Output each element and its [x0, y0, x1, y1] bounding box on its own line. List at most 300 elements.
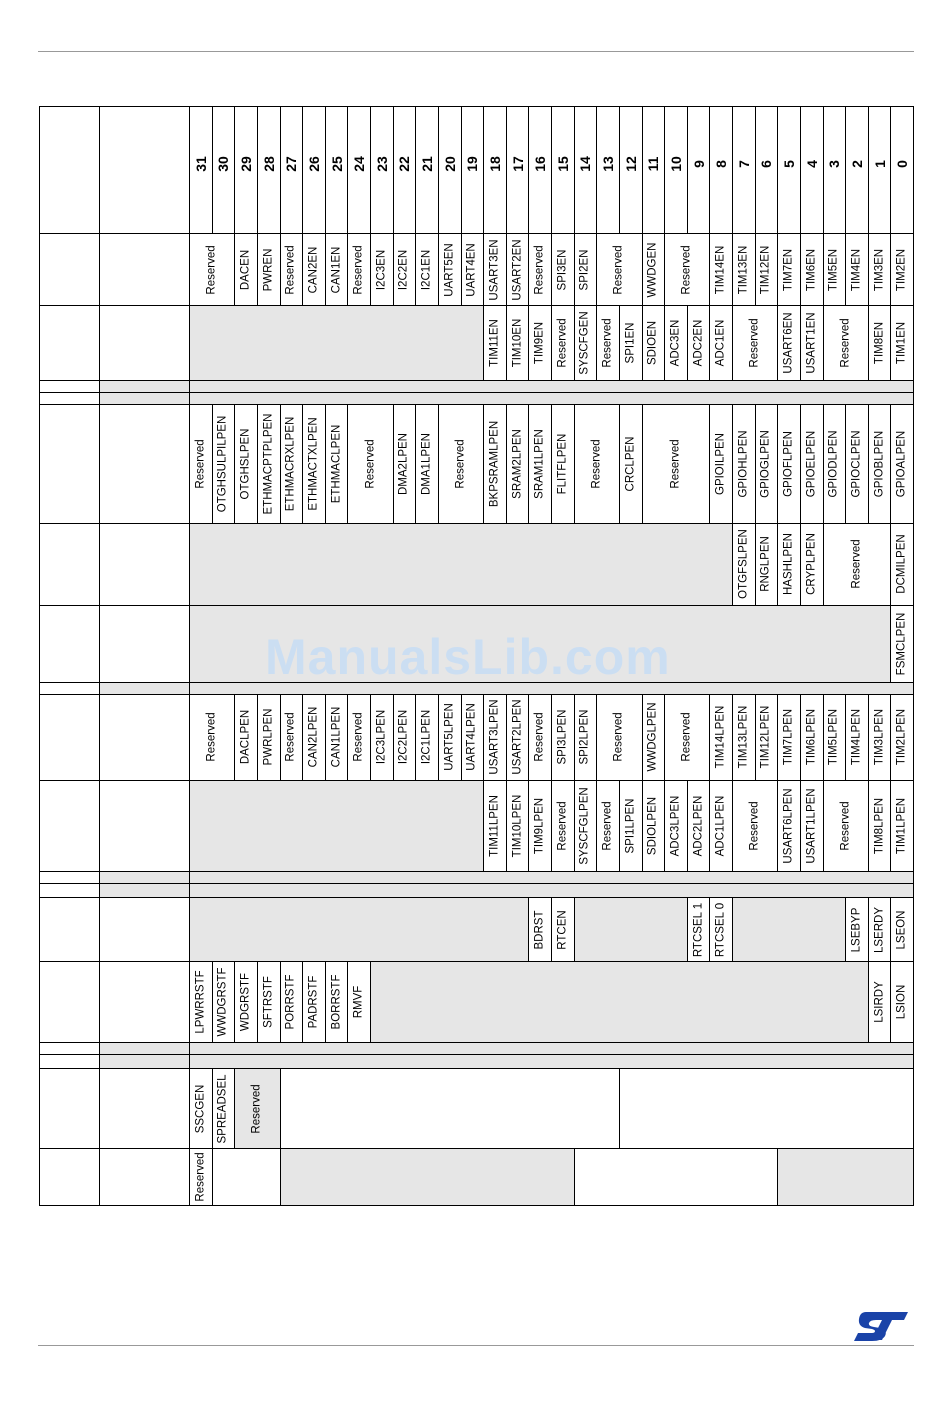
bit-field-label: CRCLPEN	[623, 436, 636, 492]
bit-field-label: Reserved	[590, 439, 602, 489]
bit-field-label: GPIOHLPEN	[737, 430, 750, 498]
bit-field-label: TIM9LPEN	[533, 797, 546, 855]
bit-field	[212, 1068, 235, 1149]
bit-field	[687, 897, 710, 961]
bit-number-label: 9	[690, 159, 707, 168]
offset-cell	[40, 1149, 100, 1206]
bit-field-label: ETHMACPTPLPEN	[261, 413, 274, 515]
bit-field	[529, 781, 552, 872]
bit-number	[506, 107, 529, 234]
bit-field-label: SPI2EN	[578, 249, 591, 290]
bit-field-label: CAN1EN	[329, 246, 342, 293]
offset-cell	[40, 1054, 100, 1068]
register-name-cell	[100, 871, 190, 883]
bit-field	[642, 233, 665, 305]
bit-field	[778, 781, 801, 872]
bit-field-label: LSERDY	[872, 906, 885, 953]
bit-field-label: BDRST	[533, 910, 546, 950]
bit-field-label: ADC1LPEN	[714, 795, 727, 857]
bit-field-label: Reserved	[205, 244, 218, 295]
bit-field-label: TIM6EN	[804, 248, 817, 291]
bit-field	[710, 897, 733, 961]
bit-field-label: I2C3EN	[375, 249, 388, 290]
bit-field-label: PORRSTF	[284, 974, 297, 1030]
bit-number	[891, 107, 914, 234]
bit-field-label: RTCEN	[556, 909, 569, 950]
register-name-cell	[100, 233, 190, 305]
bit-field-label: USART2EN	[510, 238, 523, 301]
bit-field-label: ADC1EN	[714, 319, 727, 367]
bit-field	[710, 306, 733, 380]
bit-field	[642, 781, 665, 872]
bit-field-label: ETHMACRXLPEN	[284, 416, 297, 512]
bit-field-label: Reserved	[680, 244, 693, 295]
bit-field	[212, 962, 235, 1043]
bit-field	[778, 233, 801, 305]
bit-field	[235, 233, 258, 305]
bit-field	[280, 694, 303, 781]
bit-number	[642, 107, 665, 234]
bit-field	[190, 694, 235, 781]
bit-field-label: Reserved	[194, 1152, 207, 1202]
header-rule	[38, 51, 914, 52]
register-name-cell	[100, 1042, 190, 1054]
bit-field	[642, 306, 665, 380]
bit-number-label: 19	[464, 156, 481, 172]
register-row	[40, 404, 914, 523]
bit-number	[778, 107, 801, 234]
bit-field	[371, 694, 394, 781]
bit-field-label: SDIOLPEN	[646, 796, 659, 856]
bit-number-label: 30	[215, 156, 232, 172]
bit-number	[755, 107, 778, 234]
register-row	[40, 107, 914, 234]
bit-field-label: ADC2EN	[691, 319, 704, 367]
register-row	[40, 306, 914, 380]
bit-number-label: 26	[305, 156, 322, 172]
register-name-cell	[100, 1054, 190, 1068]
bit-field-label: SPI2LPEN	[578, 709, 591, 765]
bit-field-label: GPIOCLPEN	[850, 430, 863, 498]
bit-field-label: LSEON	[895, 910, 908, 950]
bit-field-label: I2C3LPEN	[375, 710, 388, 765]
bit-field	[733, 404, 756, 523]
bit-number	[190, 107, 213, 234]
bit-field-label: WWDGRSTF	[216, 967, 229, 1037]
bit-field	[800, 306, 823, 380]
bit-number-label: 29	[238, 156, 255, 172]
bit-field-label: USART1LPEN	[804, 788, 817, 864]
register-row	[40, 897, 914, 961]
bit-field	[619, 306, 642, 380]
bit-field-label: RNGLPEN	[759, 536, 772, 593]
bit-field-label: RTCSEL 1	[691, 902, 704, 957]
bit-number	[733, 107, 756, 234]
bit-field	[868, 233, 891, 305]
bit-field	[212, 404, 235, 523]
bit-field-label: Reserved	[612, 712, 625, 763]
bit-field	[438, 233, 461, 305]
reserved-area	[574, 1149, 778, 1206]
bit-field	[574, 306, 597, 380]
bit-field	[484, 306, 507, 380]
bit-field-label: Reserved	[612, 244, 625, 295]
bit-field-label: CAN1LPEN	[329, 707, 342, 768]
bit-field	[506, 781, 529, 872]
bit-field-label: TIM8LPEN	[872, 797, 885, 855]
register-row	[40, 1149, 914, 1206]
bit-field-label: TIM14LPEN	[714, 706, 727, 769]
bit-number-label: 20	[441, 156, 458, 172]
register-map-table	[39, 106, 914, 1206]
register-row	[40, 380, 914, 392]
bit-field-label: SPI1EN	[623, 322, 636, 364]
bit-field	[642, 404, 710, 523]
bit-field-label: Reserved	[556, 801, 569, 851]
reserved-area	[190, 523, 733, 606]
bit-number-label: 17	[509, 156, 526, 172]
bit-field-label: PWRLPEN	[261, 708, 274, 766]
bit-field	[190, 1149, 213, 1206]
bit-field-label: GPIOBLPEN	[872, 430, 885, 497]
bit-field	[280, 404, 303, 523]
reserved-area	[190, 682, 914, 694]
bit-field	[235, 962, 258, 1043]
bit-field	[800, 233, 823, 305]
bit-number	[597, 107, 620, 234]
bit-field	[257, 404, 280, 523]
bit-field-label: Reserved	[205, 712, 218, 763]
bit-field	[348, 962, 371, 1043]
bit-field-label: USART3LPEN	[488, 699, 501, 776]
bit-number-label: 27	[283, 156, 300, 172]
register-row	[40, 1054, 914, 1068]
bit-field	[257, 694, 280, 781]
offset-cell	[40, 107, 100, 234]
bit-field	[235, 1068, 280, 1149]
register-name-cell	[100, 380, 190, 392]
bit-field-label: Reserved	[850, 539, 863, 589]
bit-field-label: USART6LPEN	[782, 788, 795, 864]
bit-field	[529, 233, 552, 305]
bit-number-label: 1	[871, 159, 888, 168]
bit-field-label: SPI1LPEN	[623, 798, 636, 854]
bit-field	[710, 781, 733, 872]
bit-field-label: Reserved	[838, 318, 851, 368]
bit-field	[733, 233, 756, 305]
offset-cell	[40, 380, 100, 392]
bit-number	[529, 107, 552, 234]
footer-rule	[38, 1345, 914, 1346]
bit-field-label: TIM3EN	[872, 248, 885, 291]
register-row	[40, 392, 914, 404]
bit-field	[846, 694, 869, 781]
offset-cell	[40, 962, 100, 1043]
register-row	[40, 233, 914, 305]
offset-cell	[40, 606, 100, 682]
bit-field-label: TIM11EN	[488, 319, 501, 367]
bit-field-label: TIM14EN	[714, 245, 727, 294]
st-logo-icon	[852, 1308, 910, 1344]
bit-number	[800, 107, 823, 234]
offset-cell	[40, 233, 100, 305]
bit-number	[619, 107, 642, 234]
bit-number	[552, 107, 575, 234]
bit-field	[552, 694, 575, 781]
bit-number-label: 14	[577, 156, 594, 172]
bit-field	[800, 523, 823, 606]
bit-field	[574, 404, 619, 523]
bit-field-label: GPIODLPEN	[827, 430, 840, 498]
bit-field-label: TIM7LPEN	[782, 709, 795, 766]
bit-field	[619, 404, 642, 523]
register-row	[40, 694, 914, 781]
bit-field-label: HASHLPEN	[782, 533, 795, 596]
bit-number-label: 22	[396, 156, 413, 172]
offset-cell	[40, 1068, 100, 1149]
bit-field	[574, 781, 597, 872]
bit-field	[891, 606, 914, 682]
bit-field	[665, 694, 710, 781]
bit-field-label: ADC3LPEN	[669, 795, 682, 857]
bit-field	[778, 306, 801, 380]
bit-field	[303, 233, 326, 305]
bit-field-label: SRAM1LPEN	[533, 428, 546, 499]
bit-field	[416, 694, 439, 781]
bit-field	[348, 694, 371, 781]
bit-field-label: GPIOGLPEN	[759, 429, 772, 498]
bit-field	[393, 694, 416, 781]
bit-field-label: Reserved	[284, 244, 297, 295]
bit-field-label: LSIRDY	[872, 981, 885, 1023]
bit-field	[891, 962, 914, 1043]
bit-number-label: 3	[826, 159, 843, 168]
bit-number	[461, 107, 484, 234]
bit-field	[393, 233, 416, 305]
bit-number	[393, 107, 416, 234]
bit-field-label: WWDGLPEN	[646, 702, 659, 772]
register-name-cell	[100, 883, 190, 897]
bit-field-label: TIM4EN	[850, 248, 863, 291]
bit-field-label: I2C2EN	[397, 249, 410, 290]
reserved-area	[574, 897, 687, 961]
bit-field	[597, 694, 642, 781]
bit-field	[823, 781, 868, 872]
bit-field-label: FSMCLPEN	[895, 612, 908, 676]
bit-field	[891, 897, 914, 961]
register-row	[40, 962, 914, 1043]
bit-number	[823, 107, 846, 234]
bit-number	[868, 107, 891, 234]
reserved-area	[371, 962, 869, 1043]
register-name-cell	[100, 107, 190, 234]
offset-cell	[40, 1042, 100, 1054]
bit-field	[800, 404, 823, 523]
bit-field	[348, 233, 371, 305]
bit-field-label: TIM2LPEN	[895, 709, 908, 766]
bit-field	[665, 781, 688, 872]
bit-field	[823, 694, 846, 781]
bit-field	[891, 694, 914, 781]
bit-field-label: TIM1LPEN	[895, 797, 908, 855]
register-name-cell	[100, 306, 190, 380]
bit-field	[461, 694, 484, 781]
bit-field-label: UART5LPEN	[442, 703, 455, 772]
bit-field	[552, 233, 575, 305]
bit-number-label: 25	[328, 156, 345, 172]
bit-field-label: CAN2LPEN	[307, 707, 320, 768]
bit-number-label: 31	[192, 156, 209, 172]
bit-field	[257, 962, 280, 1043]
bit-field-label: SPI3EN	[556, 249, 569, 290]
bit-field	[506, 306, 529, 380]
offset-cell	[40, 404, 100, 523]
bit-number-label: 10	[667, 156, 684, 172]
bit-field-label: Reserved	[556, 318, 569, 368]
bit-field-label: USART2LPEN	[510, 699, 523, 776]
bit-field	[597, 233, 642, 305]
bit-field-label: Reserved	[352, 244, 365, 295]
bit-field	[506, 694, 529, 781]
bit-field	[710, 404, 733, 523]
bit-field	[733, 694, 756, 781]
bit-field-label: UART4LPEN	[465, 703, 478, 772]
bit-field-label: TIM13EN	[737, 245, 750, 294]
bit-field	[823, 306, 868, 380]
offset-cell	[40, 897, 100, 961]
bit-field-label: Reserved	[352, 712, 365, 763]
bit-field	[552, 404, 575, 523]
bit-field-label: SYSCFGEN	[578, 311, 591, 375]
bit-field	[280, 962, 303, 1043]
bit-field-label: Reserved	[533, 712, 546, 763]
bit-field	[506, 404, 529, 523]
bit-field	[552, 306, 575, 380]
register-name-cell	[100, 392, 190, 404]
bit-number-label: 24	[351, 156, 368, 172]
register-row	[40, 606, 914, 682]
bit-field	[348, 404, 393, 523]
bit-field	[303, 962, 326, 1043]
bit-field	[325, 404, 348, 523]
offset-cell	[40, 871, 100, 883]
bit-number	[846, 107, 869, 234]
bit-field-label: Reserved	[748, 318, 761, 368]
bit-field-label: OTGHSLPEN	[239, 428, 252, 500]
bit-field-label: TIM11LPEN	[488, 795, 501, 857]
register-row	[40, 682, 914, 694]
bit-field-label: OTGFSLPEN	[737, 529, 750, 600]
bit-number	[484, 107, 507, 234]
bit-field	[710, 233, 733, 305]
register-name-cell	[100, 694, 190, 781]
bit-field-label: Reserved	[363, 439, 376, 489]
bit-field-label: Reserved	[601, 801, 614, 851]
bit-field	[846, 897, 869, 961]
bit-field	[529, 694, 552, 781]
bit-field	[823, 523, 891, 606]
bit-field-label: PADRSTF	[307, 975, 320, 1029]
bit-field-label: SDIOEN	[646, 320, 659, 366]
bit-field	[303, 694, 326, 781]
bit-field	[416, 233, 439, 305]
bit-field-label: TIM8EN	[872, 321, 885, 365]
bit-field	[891, 523, 914, 606]
offset-cell	[40, 781, 100, 872]
bit-field-label: GPIOFLPEN	[782, 430, 795, 497]
register-name-cell	[100, 682, 190, 694]
bit-field	[190, 962, 213, 1043]
bit-number-label: 4	[803, 159, 820, 168]
register-name-cell	[100, 523, 190, 606]
bit-number	[438, 107, 461, 234]
bit-field-label: PWREN	[261, 248, 274, 291]
reserved-area	[190, 871, 914, 883]
bit-number-label: 28	[260, 156, 277, 172]
bit-field	[235, 694, 258, 781]
bit-number-label: 6	[758, 159, 775, 168]
bit-field	[891, 404, 914, 523]
bit-field	[280, 233, 303, 305]
bit-number	[280, 107, 303, 234]
bit-field-label: TIM6LPEN	[804, 709, 817, 766]
bit-field-label: SYSCFGLPEN	[578, 787, 591, 865]
bit-field	[529, 306, 552, 380]
bit-field	[846, 404, 869, 523]
bit-field	[710, 694, 733, 781]
bit-field	[574, 233, 597, 305]
register-row	[40, 1068, 914, 1149]
bit-field	[438, 404, 483, 523]
bit-field	[371, 233, 394, 305]
bit-field	[325, 233, 348, 305]
bit-field	[325, 694, 348, 781]
bit-field-label: TIM12EN	[759, 245, 772, 294]
bit-field-label: LSION	[895, 984, 908, 1020]
register-name-cell	[100, 1149, 190, 1206]
bit-field-label: SSCGEN	[194, 1084, 207, 1133]
bit-field	[597, 306, 620, 380]
bit-field-label: SFTRSTF	[261, 976, 274, 1028]
register-row	[40, 523, 914, 606]
reserved-area	[733, 897, 846, 961]
bit-field-label: TIM9EN	[533, 321, 546, 365]
register-name-cell	[100, 404, 190, 523]
reserved-area	[190, 606, 891, 682]
bit-number-label: 7	[735, 159, 752, 168]
bit-field	[800, 781, 823, 872]
bit-field	[778, 523, 801, 606]
bit-field	[687, 306, 710, 380]
bit-number	[325, 107, 348, 234]
register-row	[40, 883, 914, 897]
bit-number	[257, 107, 280, 234]
bit-field-label: TIM4LPEN	[850, 709, 863, 766]
register-name-cell	[100, 606, 190, 682]
bit-number	[687, 107, 710, 234]
bit-field	[506, 233, 529, 305]
bit-field	[778, 404, 801, 523]
reserved-area	[190, 1042, 914, 1054]
bit-field-label: I2C1LPEN	[420, 710, 433, 765]
bit-number-label: 2	[848, 159, 865, 168]
bit-number-label: 12	[622, 156, 639, 172]
bit-number-label: 15	[554, 156, 571, 172]
reserved-area	[190, 781, 484, 872]
bit-field	[484, 781, 507, 872]
bit-field	[257, 233, 280, 305]
bit-field-label: RMVF	[352, 985, 365, 1019]
